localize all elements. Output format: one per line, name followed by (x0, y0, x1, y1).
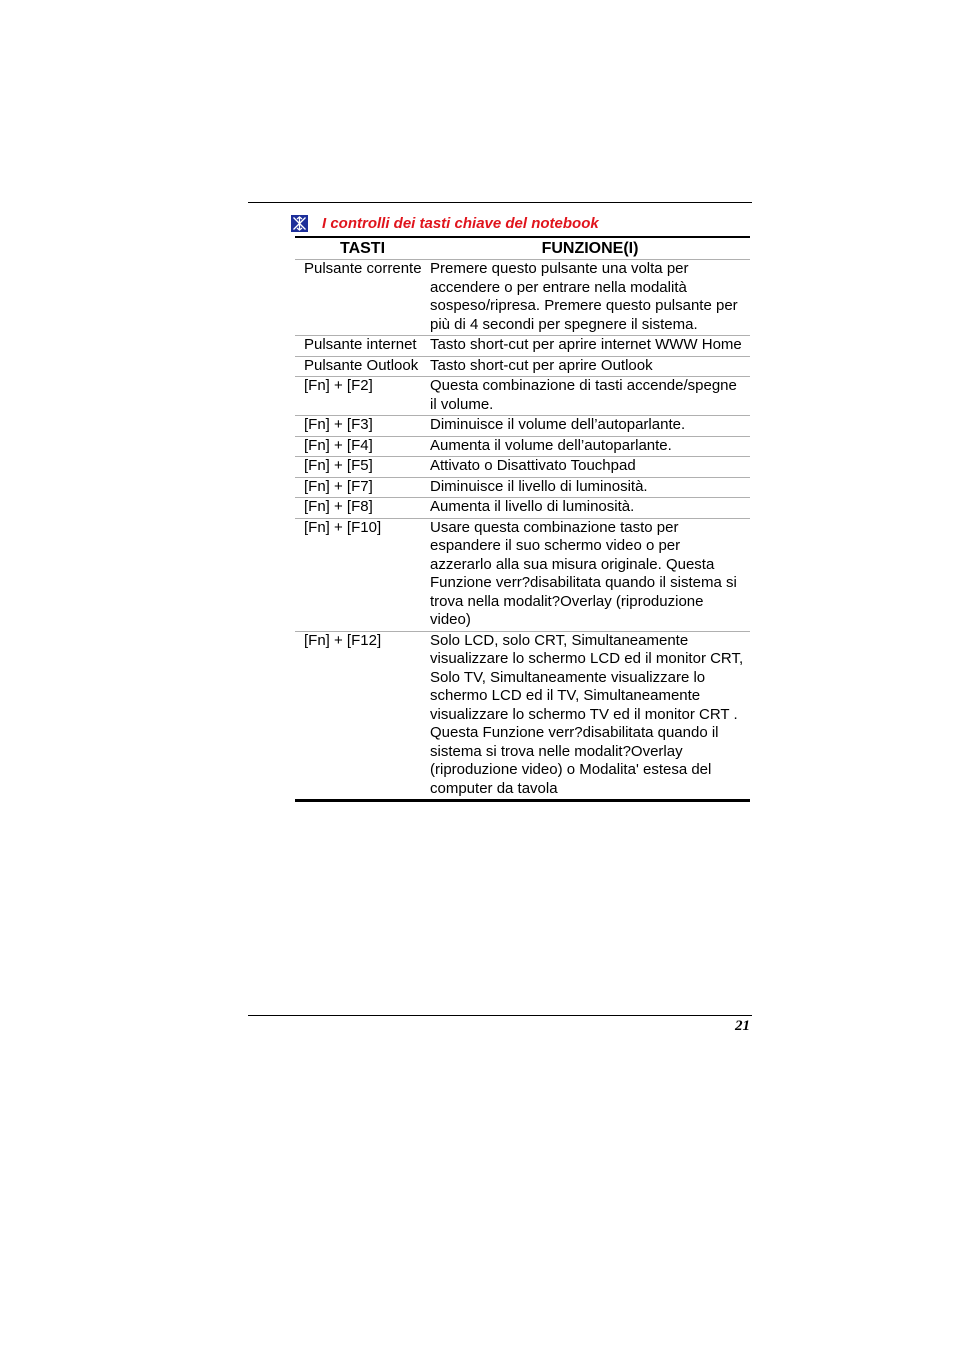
key-cell: [Fn] + [F12] (295, 631, 430, 801)
key-cell: [Fn] + [F5] (295, 457, 430, 478)
key-cell: [Fn] + [F7] (295, 477, 430, 498)
table-row (295, 457, 750, 478)
key-cell: [Fn] + [F4] (295, 436, 430, 457)
table-row (295, 356, 750, 377)
function-cell: Diminuisce il volume dell’autoparlante. (430, 416, 750, 437)
table-row (295, 416, 750, 437)
footer-rule (248, 1015, 752, 1016)
table-row (295, 336, 750, 357)
section-title: I controlli dei tasti chiave del notebook (322, 214, 599, 232)
function-cell: Solo LCD, solo CRT, Simultaneamente visualizzare lo schermo LCD ed il monitor CRT, Solo TV, Simultaneamente visualizzare lo schermo LCD ed il TV, Simultaneamente visualizzare lo schermo TV ed il monitor CRT . Questa Funzione verr?disabilitata quando il sistema si trova nelle modalit?Overlay (riproduzione video) o Modalita' estesa del computer da tavola (430, 631, 750, 801)
page-number: 21 (735, 1018, 750, 1034)
table-row (295, 518, 750, 631)
function-cell: Diminuisce il livello di luminosità. (430, 477, 750, 498)
key-cell: [Fn] + [F3] (295, 416, 430, 437)
function-cell: Aumenta il livello di luminosità. (430, 498, 750, 519)
function-cell: Attivato o Disattivato Touchpad (430, 457, 750, 478)
function-cell: Aumenta il volume dell’autoparlante. (430, 436, 750, 457)
column-header-function: FUNZIONE(I) (430, 237, 750, 260)
keyboard-shortcut-icon (291, 215, 308, 232)
section-heading (291, 212, 751, 234)
key-cell: [Fn] + [F8] (295, 498, 430, 519)
function-cell: Premere questo pulsante una volta per accendere o per entrare nella modalità sospeso/ripresa. Premere questo pulsante per più di 4 secondi per spegnere il sistema. (430, 260, 750, 336)
function-cell: Tasto short-cut per aprire internet WWW Home (430, 336, 750, 357)
table-row (295, 260, 750, 336)
shortcut-keys-table (295, 236, 750, 802)
function-cell: Questa combinazione di tasti accende/spegne il volume. (430, 377, 750, 416)
table-header-row (295, 237, 750, 260)
key-cell: Pulsante corrente (295, 260, 430, 336)
key-cell: [Fn] + [F10] (295, 518, 430, 631)
column-header-keys: TASTI (295, 237, 430, 260)
table-row (295, 631, 750, 801)
table-row (295, 477, 750, 498)
function-cell: Usare questa combinazione tasto per espandere il suo schermo video o per azzerarlo alla sua misura originale. Questa Funzione verr?disabilitata quando il sistema si trova nella modalit?Overlay (riproduzione video) (430, 518, 750, 631)
key-cell: [Fn] + [F2] (295, 377, 430, 416)
key-cell: Pulsante Outlook (295, 356, 430, 377)
table-row (295, 436, 750, 457)
function-cell: Tasto short-cut per aprire Outlook (430, 356, 750, 377)
table-row (295, 377, 750, 416)
table-row (295, 498, 750, 519)
key-cell: Pulsante internet (295, 336, 430, 357)
header-rule (248, 202, 752, 203)
